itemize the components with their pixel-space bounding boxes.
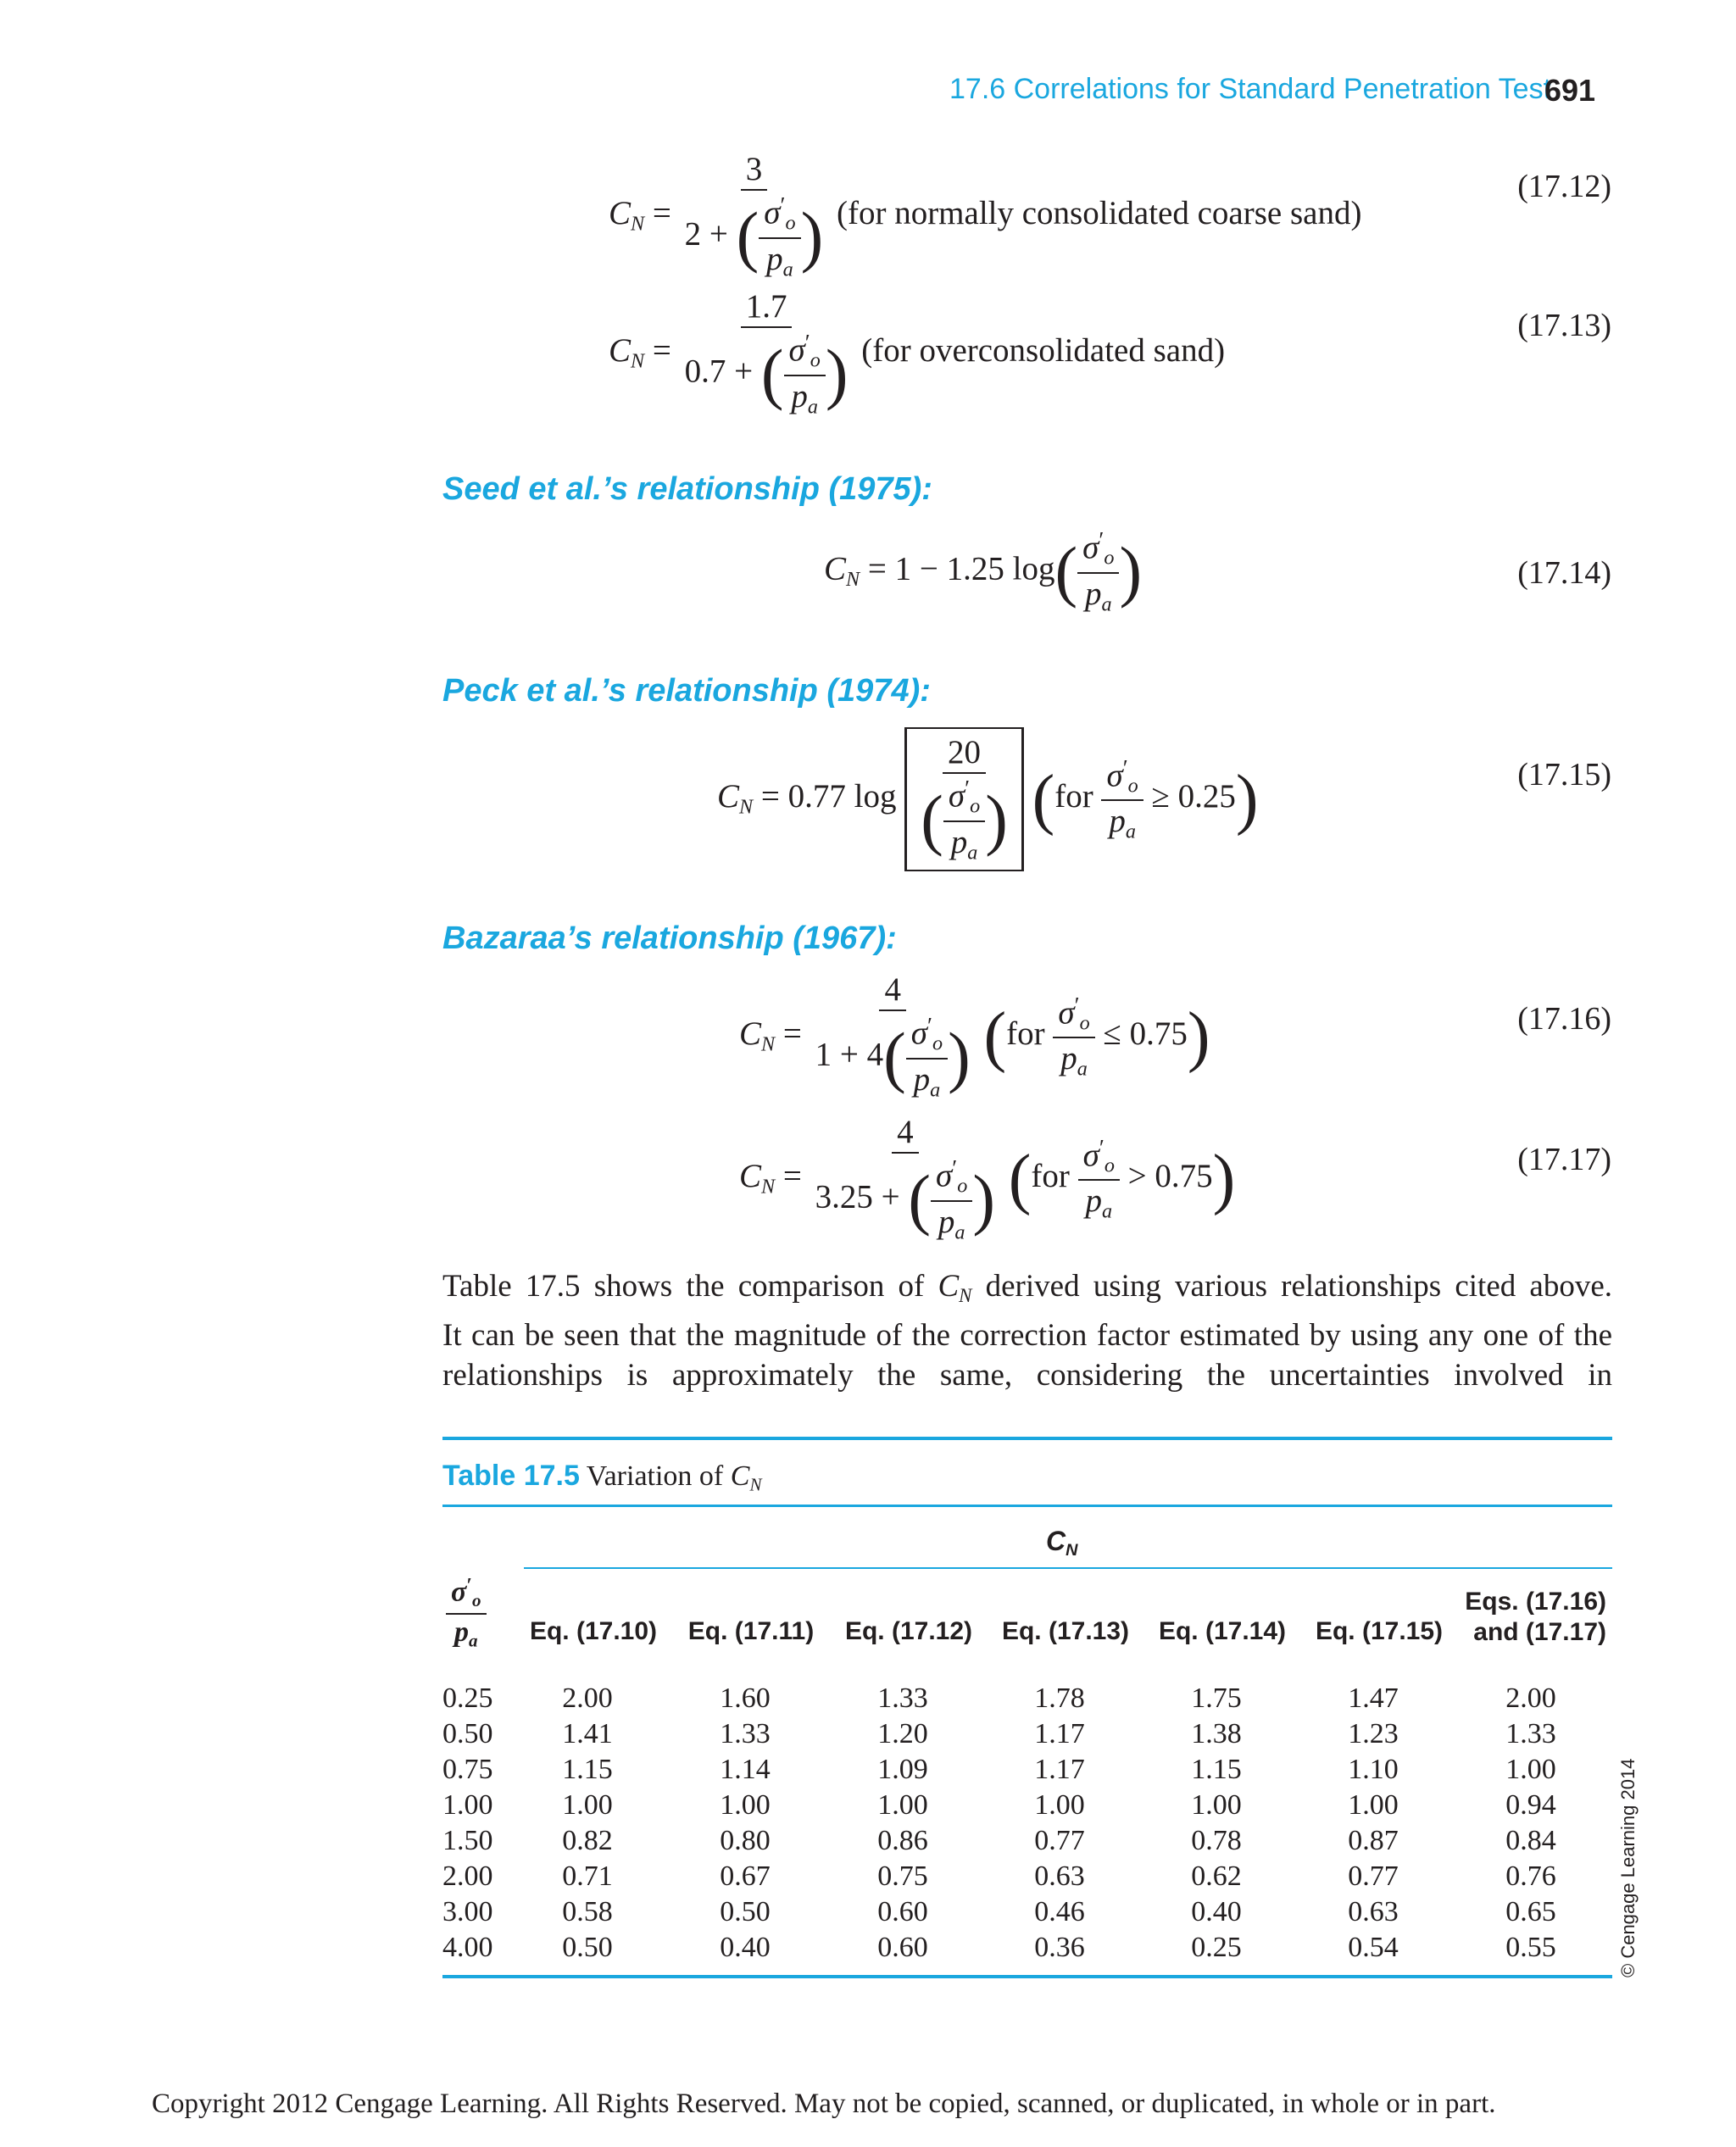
paragraph-line-1: Table 17.5 shows the comparison of $C_N$ derived using various relationships cited above. [442, 1269, 1613, 1306]
equation-17-17: $C_N$ = 4 3.25 + ( $\frac{\sigma'_o}{p_a}$ ) (for $\frac{\sigma'_o}{p_a}$ > 0.75) [739, 1114, 1236, 1243]
table-cell-cn-value: 0.82 [562, 1825, 613, 1856]
table-cell-cn-value: 0.62 [1191, 1861, 1242, 1892]
table-cell-cn-value: 1.33 [877, 1683, 928, 1714]
table-cell-cn-value: 0.78 [1191, 1825, 1242, 1856]
table-column-header: Eq. (17.14) [1158, 1617, 1287, 1645]
equation-label-17-14: (17.14) [1517, 555, 1611, 591]
table-cell-cn-value: 1.33 [720, 1718, 771, 1749]
table-column-header: Eq. (17.10) [529, 1617, 658, 1645]
table-group-header: $C_N$ [1046, 1526, 1078, 1560]
table-cell-cn-value: 1.78 [1034, 1683, 1085, 1714]
table-cell-cn-value: 1.00 [1191, 1789, 1242, 1821]
table-cell-cn-value: 0.60 [877, 1896, 928, 1927]
table-cell-stress-ratio: 0.25 [442, 1683, 493, 1714]
table-column-header: Eq. (17.12) [844, 1617, 973, 1645]
table-column-header-eqs-16-17: Eqs. (17.16) and (17.17) [1465, 1588, 1606, 1646]
equation-label-17-12: (17.12) [1517, 169, 1611, 204]
equation-label-17-17: (17.17) [1517, 1142, 1611, 1177]
table-cell-cn-value: 1.09 [877, 1754, 928, 1785]
table-cell-cn-value: 2.00 [562, 1683, 613, 1714]
table-cell-cn-value: 1.00 [720, 1789, 771, 1821]
table-cell-cn-value: 0.75 [877, 1861, 928, 1892]
table-cell-cn-value: 1.41 [562, 1718, 613, 1749]
table-cell-cn-value: 0.55 [1505, 1932, 1556, 1963]
table-cell-cn-value: 0.50 [562, 1932, 613, 1963]
table-cell-cn-value: 1.00 [877, 1789, 928, 1821]
heading-seed-relationship: Seed et al.’s relationship (1975): [442, 471, 932, 507]
equation-17-12: $C_N$ = 3 2 + ( $\frac{\sigma'_o}{p_a}$ ) (for normally consolidated coarse sand) [609, 151, 1362, 281]
table-cell-stress-ratio: 0.75 [442, 1754, 493, 1785]
equation-label-17-16: (17.16) [1517, 1001, 1611, 1037]
table-cell-cn-value: 0.65 [1505, 1896, 1556, 1927]
body-paragraph [442, 1266, 1612, 1395]
paragraph-line-2: It can be seen that the magnitude of the correction factor estimated by using any one of the [442, 1317, 1612, 1353]
table-cell-stress-ratio: 2.00 [442, 1861, 493, 1892]
table-cell-cn-value: 0.87 [1348, 1825, 1399, 1856]
table-cell-cn-value: 0.84 [1505, 1825, 1556, 1856]
equation-17-15: $C_N = 0.77$ log 20 ( $\frac{\sigma'_o}{p_a}$ ) (for $\frac{\sigma'_o}{p_a}$ ≥ 0.25) [717, 727, 1259, 871]
equation-17-16: $C_N$ = 4 1 + 4( $\frac{\sigma'_o}{p_a}$ ) (for $\frac{\sigma'_o}{p_a}$ ≤ 0.75) [739, 971, 1210, 1101]
table-cell-cn-value: 1.00 [1505, 1754, 1556, 1785]
table-cell-cn-value: 1.20 [877, 1718, 928, 1749]
page-number: 691 [1544, 73, 1596, 108]
table-column-header: Eq. (17.11) [687, 1617, 815, 1645]
table-cell-cn-value: 1.10 [1348, 1754, 1399, 1785]
table-cell-cn-value: 1.00 [562, 1789, 613, 1821]
table-cell-cn-value: 1.47 [1348, 1683, 1399, 1714]
table-column-header: Eq. (17.13) [1001, 1617, 1130, 1645]
table-cell-cn-value: 0.36 [1034, 1932, 1085, 1963]
table-cell-cn-value: 0.77 [1034, 1825, 1085, 1856]
table-cell-cn-value: 0.63 [1348, 1896, 1399, 1927]
heading-bazaraa-relationship: Bazaraa’s relationship (1967): [442, 921, 897, 956]
table-cell-cn-value: 1.60 [720, 1683, 771, 1714]
table-cell-cn-value: 0.77 [1348, 1861, 1399, 1892]
table-top-rule [442, 1437, 1612, 1440]
table-caption: Table 17.5 Variation of $C_N$ [442, 1460, 762, 1495]
table-cell-cn-value: 0.54 [1348, 1932, 1399, 1963]
copyright-footer: Copyright 2012 Cengage Learning. All Rights Reserved. May not be copied, scanned, or duplicated, in whole or in part. [152, 2089, 1496, 2119]
table-cell-cn-value: 1.38 [1191, 1718, 1242, 1749]
table-cell-cn-value: 0.76 [1505, 1861, 1556, 1892]
table-cell-cn-value: 1.33 [1505, 1718, 1556, 1749]
table-cell-cn-value: 0.40 [720, 1932, 771, 1963]
table-cell-cn-value: 1.14 [720, 1754, 771, 1785]
table-cell-stress-ratio: 1.00 [442, 1789, 493, 1821]
table-cell-cn-value: 0.58 [562, 1896, 613, 1927]
heading-peck-relationship: Peck et al.’s relationship (1974): [442, 673, 931, 709]
table-cell-cn-value: 1.75 [1191, 1683, 1242, 1714]
side-credit: © Cengage Learning 2014 [1617, 1758, 1639, 1977]
table-caption-rule [442, 1505, 1612, 1507]
table-first-column-header: $\frac{\sigma'_o}{p_a}$ [446, 1577, 487, 1649]
table-cell-stress-ratio: 4.00 [442, 1932, 493, 1963]
table-cell-cn-value: 1.00 [1034, 1789, 1085, 1821]
table-cell-cn-value: 0.80 [720, 1825, 771, 1856]
table-cell-cn-value: 0.25 [1191, 1932, 1242, 1963]
table-cell-cn-value: 0.94 [1505, 1789, 1556, 1821]
table-cell-cn-value: 0.40 [1191, 1896, 1242, 1927]
table-cell-stress-ratio: 0.50 [442, 1718, 493, 1749]
table-cell-cn-value: 0.86 [877, 1825, 928, 1856]
paragraph-line-3: relationships is approximately the same, considering the uncertainties involved in [442, 1357, 1612, 1393]
table-cell-cn-value: 1.17 [1034, 1718, 1085, 1749]
table-cell-cn-value: 1.00 [1348, 1789, 1399, 1821]
table-cell-cn-value: 1.15 [562, 1754, 613, 1785]
running-header-title: 17.6 Correlations for Standard Penetration Test [949, 73, 1552, 105]
table-bottom-rule [442, 1975, 1612, 1978]
table-group-rule [524, 1567, 1612, 1569]
equation-label-17-15: (17.15) [1517, 757, 1611, 793]
table-cell-cn-value: 0.50 [720, 1896, 771, 1927]
table-cell-cn-value: 1.17 [1034, 1754, 1085, 1785]
table-cell-cn-value: 1.23 [1348, 1718, 1399, 1749]
table-cell-stress-ratio: 3.00 [442, 1896, 493, 1927]
equation-17-13: $C_N$ = 1.7 0.7 + ( $\frac{\sigma'_o}{p_a}$ ) (for overconsolidated sand) [609, 288, 1226, 418]
table-cell-cn-value: 0.71 [562, 1861, 613, 1892]
table-cell-cn-value: 1.15 [1191, 1754, 1242, 1785]
table-cell-cn-value: 2.00 [1505, 1683, 1556, 1714]
table-cell-stress-ratio: 1.50 [442, 1825, 493, 1856]
equation-label-17-13: (17.13) [1517, 308, 1611, 343]
table-cell-cn-value: 0.46 [1034, 1896, 1085, 1927]
table-cell-cn-value: 0.63 [1034, 1861, 1085, 1892]
table-cell-cn-value: 0.67 [720, 1861, 771, 1892]
table-cell-cn-value: 0.60 [877, 1932, 928, 1963]
table-column-header: Eq. (17.15) [1315, 1617, 1444, 1645]
equation-17-14: $C_N = 1 - 1.25$ log( $\frac{\sigma'_o}{p_a}$ ) [824, 527, 1143, 615]
